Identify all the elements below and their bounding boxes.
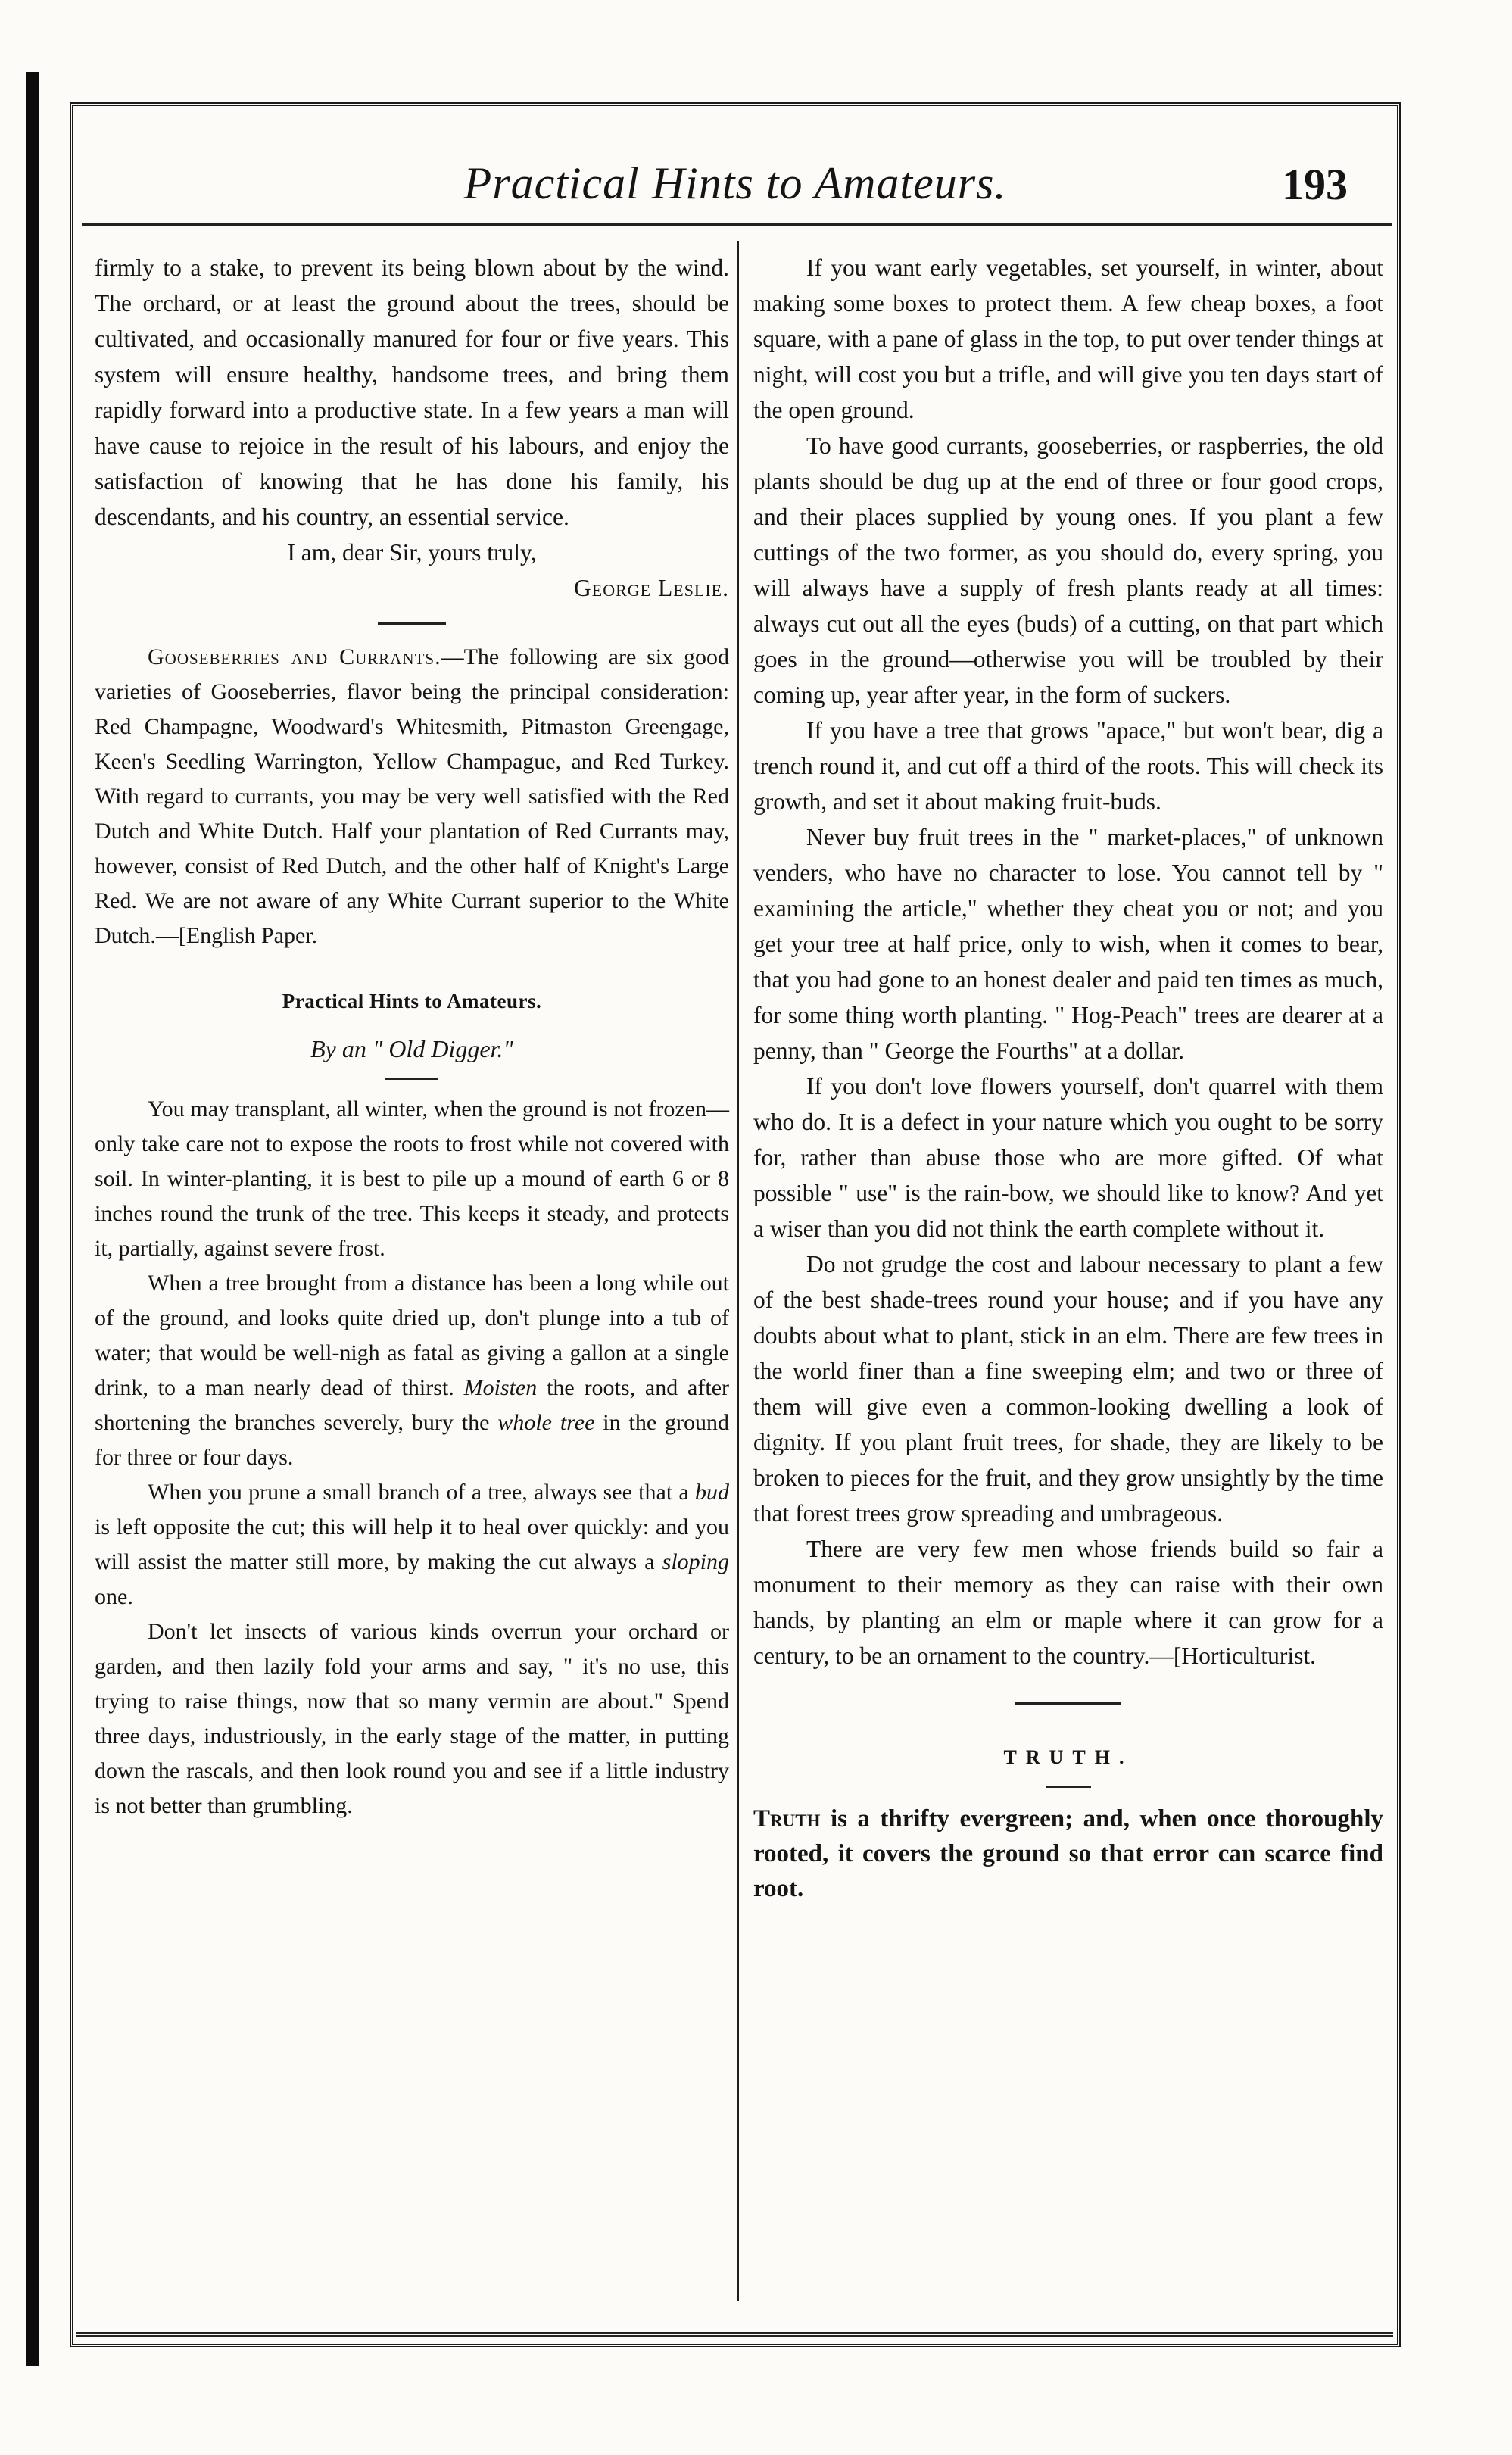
paragraph: There are very few men whose friends build so fair a monument to their memory as they can raise with their own hands, by planting an elm or maple where it can grow for a century, to be an ornament to the country.—[Horticulturist. <box>753 1536 1383 1669</box>
gooseberries-lead: Gooseberries and Currants. <box>148 644 441 669</box>
right-column <box>753 250 1383 1906</box>
emphasis: bud <box>695 1480 729 1505</box>
truth-paragraph <box>753 1801 1383 1906</box>
article-title: Practical Hints to Amateurs. <box>282 990 542 1012</box>
truth-text: is a thrifty evergreen; and, when once thoroughly rooted, it covers the ground so that error can scarce find root. <box>753 1805 1383 1902</box>
paragraph: If you don't love flowers yourself, don't quarrel with them who do. It is a defect in your nature which you ought to be sorry for, rather than abuse those who are more gifted. Of what possible " use" is the rain-bow, we should like to know? And yet a wiser than you did not think the earth complete without it. <box>753 1073 1383 1242</box>
emphasis: whole tree <box>497 1410 595 1435</box>
text-run: is left opposite the cut; this will help it to heal over quickly: and you will assist the matter still more, by making the cut always a <box>95 1514 729 1574</box>
paragraph: Don't let insects of various kinds overrun your orchard or garden, and then lazily fold your arms and say, " it's no use, this trying to raise things, now that so many vermin are about." Spend three days, industriously, in the early stage of the matter, in putting down the rascals, and then look round you and see if a little industry is not better than grumbling. <box>95 1619 729 1818</box>
paragraph: You may transplant, all winter, when the ground is not frozen—only take care not to expose the roots to frost while not covered with soil. In winter-planting, it is best to pile up a mound of earth 6 or 8 inches round the trunk of the tree. This keeps it steady, and protects it, partially, against severe frost. <box>95 1096 729 1261</box>
paragraph <box>95 1475 729 1614</box>
left-column <box>95 250 729 1823</box>
section-dash <box>378 622 446 625</box>
paragraph <box>95 1266 729 1475</box>
paragraph: If you want early vegetables, set yourself, in winter, about making some boxes to protect them. A few cheap boxes, a foot square, with a pane of glass in the top, to put over tender things at night, will cost you but a trifle, and will give you ten days start of the open ground. <box>753 254 1383 423</box>
text-run: When you prune a small branch of a tree, always see that a <box>148 1480 689 1505</box>
section-dash <box>1015 1702 1121 1705</box>
truth-lead: Truth <box>753 1805 821 1833</box>
text-run: in the ground for three or four days. <box>95 1410 730 1470</box>
byline: By an " Old Digger." <box>310 1035 513 1062</box>
running-title: Practical Hints to Amateurs. <box>463 158 1007 208</box>
text-run: one. <box>95 1584 133 1609</box>
truth-heading: TRUTH. <box>1003 1746 1133 1768</box>
paragraph: firmly to a stake, to prevent its being blown about by the wind. The orchard, or at least the ground about the trees, should be cultivated, and occasionally manured for four or five years. This system will ensure healthy, handsome trees, and bring them rapidly forward into a productive state. In a few years a man will have cause to rejoice in the result of his labours, and enjoy the satisfaction of knowing that he has done his family, his descendants, and his country, an essential service. <box>95 254 729 530</box>
emphasis: Moisten <box>463 1375 538 1400</box>
truth-dash <box>1046 1786 1091 1788</box>
gooseberries-paragraph <box>95 640 729 953</box>
text-run: the roots, and after shortening the branches severely, bury the <box>95 1375 730 1435</box>
footer-rule <box>76 2332 1393 2337</box>
text-run: When a tree brought from a distance has been a long while out of the ground, and looks quite dried up, don't plunge into a tub of water; that would be well-nigh as fatal as giving a gallon at a single drink, to a man nearly dead of thirst. <box>95 1271 729 1400</box>
page-header <box>70 151 1401 216</box>
paragraph: Never buy fruit trees in the " market-places," of unknown venders, who have no character to lose. You cannot tell by " examining the article," whether they cheat you or not; and you get your tree at half price, only to wish, when it comes to bear, that you had gone to an honest dealer and paid ten times as much, for some thing worth planting. " Hog-Peach" trees are dearer at a penny, than " George the Fourths" at a dollar. <box>753 824 1383 1064</box>
paragraph: If you have a tree that grows "apace," but won't bear, dig a trench round it, and cut off a third of the roots. This will check its growth, and set it about making fruit-buds. <box>753 717 1383 815</box>
signature: George Leslie. <box>574 575 729 601</box>
page-number: 193 <box>1282 160 1348 209</box>
letter-closing: I am, dear Sir, yours truly, <box>287 539 537 566</box>
binding-edge <box>26 72 39 2366</box>
column-divider <box>737 241 739 2301</box>
header-rule <box>82 223 1392 226</box>
byline-dash <box>385 1078 438 1080</box>
emphasis: sloping <box>662 1549 729 1574</box>
paragraph: Do not grudge the cost and labour necessary to plant a few of the best shade-trees round your house; and if you have any doubts about what to plant, stick in an elm. There are few trees in the world finer than a fine sweeping elm; and two or three of them will give even a common-looking dwelling a look of dignity. If you plant fruit trees, for shade, they are likely to be broken to pieces for the fruit, and they grow unsightly by the time that forest trees grow spreading and umbrageous. <box>753 1251 1383 1527</box>
gooseberries-text: —The following are six good varieties of Gooseberries, flavor being the principal consideration: Red Champagne, Woodward's Whitesmith, Pitmaston Greengage, Keen's Seedling Warrington, Yellow Champague, and Red Turkey. With regard to currants, you may be very well satisfied with the Red Dutch and White Dutch. Half your plantation of Red Currants may, however, consist of Red Dutch, and the other half of Knight's Large Red. We are not aware of any White Currant superior to the White Dutch.—[English Paper. <box>95 644 729 948</box>
paragraph: To have good currants, gooseberries, or raspberries, the old plants should be dug up at the end of three or four good crops, and their places supplied by young ones. If you plant a few cuttings of the two former, as you should do, every spring, you will always have a supply of fresh plants ready at all times: always cut out all the eyes (buds) of a cutting, on that part which goes in the ground—otherwise you will be troubled by their coming up, year after year, in the form of suckers. <box>753 432 1383 708</box>
